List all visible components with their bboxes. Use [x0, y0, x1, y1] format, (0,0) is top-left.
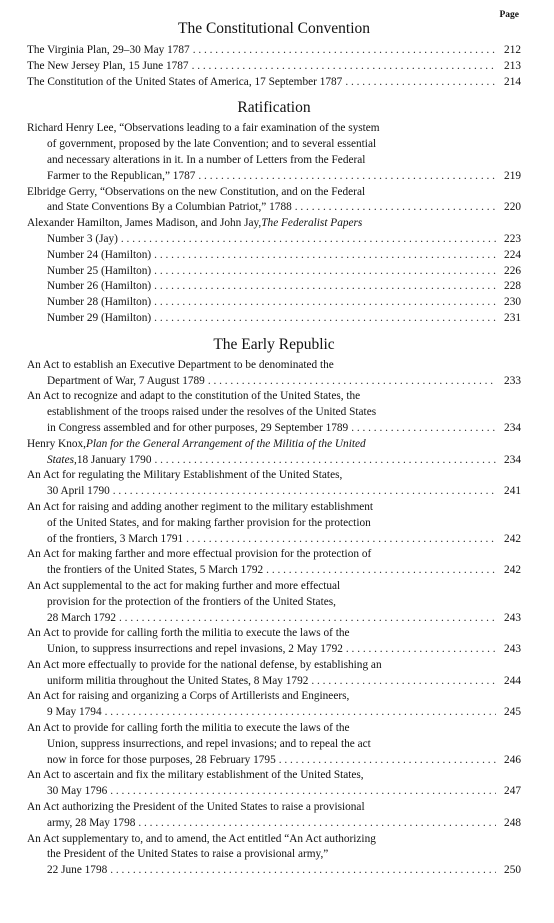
toc-entry-line [27, 768, 521, 784]
page-number: 224 [504, 248, 521, 261]
toc-entry-line [27, 405, 521, 421]
entry-text: 30 April 1790 [47, 485, 110, 498]
entry-text: and necessary alterations in it. In a number of Letters from the Federal [47, 153, 366, 166]
page-number: 233 [504, 374, 521, 387]
toc-entry-line [27, 311, 521, 327]
toc-entry-line [27, 642, 521, 658]
toc-entry-line [27, 737, 521, 753]
entry-text: Number 25 (Hamilton) [47, 264, 152, 277]
dot-leader [193, 43, 496, 59]
entry-title-italic: The Federalist Papers [261, 217, 363, 230]
toc-entry[interactable] [27, 59, 521, 75]
section-title: Ratification [237, 99, 311, 117]
entry-text: Henry Knox, [27, 437, 86, 450]
entry-text: Richard Henry Lee, “Observations leading to a fair examination of the system [27, 122, 380, 135]
toc-entry-line [27, 547, 521, 563]
toc-entry[interactable] [27, 579, 521, 626]
entry-text: An Act supplemental to the act for making further and more effectual [27, 579, 341, 592]
toc-entry[interactable] [27, 658, 521, 690]
toc-entry-line [27, 468, 521, 484]
dot-leader [295, 200, 496, 216]
toc-entry[interactable] [27, 185, 521, 217]
toc-entry-line [27, 689, 521, 705]
entry-text: An Act to ascertain and fix the military establishment of the United States, [27, 769, 364, 782]
toc-entry[interactable] [27, 75, 521, 91]
toc-entry-line [27, 753, 521, 769]
toc-entry-line [27, 705, 521, 721]
entry-text: Number 3 (Jay) [47, 232, 118, 245]
dot-leader [198, 169, 496, 185]
entry-text: An Act for regulating the Military Establishment of the United States, [27, 469, 343, 482]
toc-entry-line [27, 389, 521, 405]
entry-text: in Congress assembled and for other purposes, 29 September 1789 [47, 421, 349, 434]
toc-entry-line [27, 611, 521, 627]
entry-text: the President of the United States to raise a provisional army,” [47, 848, 329, 861]
section-title: The Constitutional Convention [177, 20, 371, 37]
toc-entry-line [27, 863, 521, 879]
entry-text: the frontiers of the United States, 5 March 1792 [47, 564, 264, 577]
entry-text: An Act to establish an Executive Department to be denominated the [27, 358, 334, 371]
page-number: 243 [504, 611, 521, 624]
toc-entry-line [27, 185, 521, 201]
entry-text: uniform militia throughout the United States, 8 May 1792 [47, 674, 309, 687]
entry-text: An Act more effectually to provide for the national defense, by establishing an [27, 658, 382, 671]
toc-entry-line [27, 264, 521, 280]
page-number: 234 [504, 453, 521, 466]
toc-entry-line [27, 626, 521, 642]
toc-entry[interactable] [27, 768, 521, 800]
page-number: 213 [504, 59, 521, 72]
entry-text: provision for the protection of the frontiers of the United States, [47, 595, 336, 608]
entry-text: An Act for raising and organizing a Corps of Artillerists and Engineers, [27, 690, 350, 703]
dot-leader [154, 248, 496, 264]
toc-entry-line [27, 232, 521, 248]
page-number: 243 [504, 643, 521, 656]
toc-entry-line [27, 847, 521, 863]
toc-entry-line [27, 248, 521, 264]
page-number: 246 [504, 753, 521, 766]
toc-entry[interactable] [27, 389, 521, 436]
page-number: 230 [504, 296, 521, 309]
entry-text: An Act to provide for calling forth the militia to execute the laws of the [27, 627, 350, 640]
page-number: 234 [504, 421, 521, 434]
page-number: 226 [504, 264, 521, 277]
page-number: 228 [504, 280, 521, 293]
entry-text: 9 May 1794 [47, 706, 102, 719]
toc-entry-line [27, 579, 521, 595]
entry-text-continued: 18 January 1790 [76, 453, 152, 466]
entry-text: and State Conventions By a Columbian Patriot,” 1788 [47, 201, 292, 214]
page-number: 220 [504, 201, 521, 214]
page-number: 242 [504, 532, 521, 545]
dot-leader [119, 611, 496, 627]
entry-title-italic: States, [47, 453, 77, 466]
toc-entry[interactable] [27, 216, 521, 327]
entry-text: An Act to recognize and adapt to the constitution of the United States, the [27, 390, 361, 403]
dot-leader [346, 642, 496, 658]
toc-entry[interactable] [27, 121, 521, 184]
entry-text: of the frontiers, 3 March 1791 [47, 532, 184, 545]
dot-leader [105, 705, 496, 721]
entry-text: The Virginia Plan, 29–30 May 1787 [27, 44, 190, 56]
entry-text: An Act to provide for calling forth the militia to execute the laws of the [27, 722, 350, 735]
entry-text: An Act for raising and adding another regiment to the military establishment [27, 500, 374, 513]
entry-text: of government, proposed by the late Convention; and to several essential [47, 138, 377, 151]
toc-entry-line [27, 453, 521, 469]
toc-entry-line [27, 75, 521, 91]
toc-entry-line [27, 816, 521, 832]
entry-text: An Act authorizing the President of the United States to raise a provisional [27, 801, 365, 814]
entry-text: army, 28 May 1798 [47, 816, 136, 829]
dot-leader [110, 863, 496, 879]
toc-entry-line [27, 721, 521, 737]
dot-leader [154, 264, 496, 280]
entry-text: 30 May 1796 [47, 785, 108, 798]
toc-entry-line [27, 484, 521, 500]
toc-entry-line [27, 216, 521, 232]
page-number: 245 [504, 706, 521, 719]
toc-entry[interactable] [27, 626, 521, 658]
entry-text: Elbridge Gerry, “Observations on the new Constitution, and on the Federal [27, 185, 366, 198]
toc-entry-line [27, 295, 521, 311]
toc-entry[interactable] [27, 547, 521, 579]
page-number: 247 [504, 785, 521, 798]
entry-title-italic: Plan for the General Arrangement of the Militia of the United [85, 437, 366, 450]
toc-entry-line [27, 832, 521, 848]
entry-text: 28 March 1792 [47, 611, 117, 624]
page-number: 223 [504, 232, 521, 245]
dot-leader [266, 563, 496, 579]
dot-leader [154, 453, 496, 469]
entry-text: Number 28 (Hamilton) [47, 296, 152, 309]
toc-entry-line [27, 563, 521, 579]
entry-text: An Act for making farther and more effectual provision for the protection of [27, 548, 372, 561]
entry-text: An Act supplementary to, and to amend, the Act entitled “An Act authorizing [27, 832, 376, 845]
toc-page [27, 10, 521, 879]
entry-text: establishment of the troops raised under the resolves of the United States [47, 406, 377, 419]
dot-leader [121, 232, 496, 248]
page-number: 242 [504, 564, 521, 577]
toc-entry[interactable] [27, 437, 521, 469]
dot-leader [154, 295, 496, 311]
dot-leader [186, 532, 496, 548]
dot-leader [279, 753, 496, 769]
dot-leader [154, 311, 496, 327]
toc-entry[interactable] [27, 689, 521, 721]
page-number: 212 [504, 44, 521, 56]
toc-entry[interactable] [27, 358, 521, 390]
toc-entry-line [27, 516, 521, 532]
toc-entry-line [27, 658, 521, 674]
toc-entry-line [27, 121, 521, 137]
toc-entry-line [27, 43, 521, 59]
dot-leader [311, 674, 496, 690]
table-of-contents [27, 19, 521, 879]
toc-entry-line [27, 532, 521, 548]
toc-entry-line [27, 200, 521, 216]
toc-entry-line [27, 437, 521, 453]
entry-text: The Constitution of the United States of America, 17 September 1787 [27, 75, 343, 88]
page-number: 231 [504, 311, 521, 324]
toc-entry-line [27, 59, 521, 75]
dot-leader [113, 484, 496, 500]
entry-text: 22 June 1798 [47, 864, 108, 877]
page-number: 250 [504, 864, 521, 877]
entry-text: Union, to suppress insurrections and repel invasions, 2 May 1792 [47, 643, 343, 656]
page-number: 241 [504, 485, 521, 498]
page-number: 244 [504, 674, 521, 687]
dot-leader [154, 279, 496, 295]
toc-entry[interactable] [27, 800, 521, 832]
entry-text: now in force for those purposes, 28 February 1795 [47, 753, 276, 766]
toc-entry[interactable] [27, 500, 521, 547]
toc-entry-line [27, 153, 521, 169]
toc-entry-line [27, 374, 521, 390]
entry-text: Alexander Hamilton, James Madison, and John Jay, [27, 217, 262, 230]
toc-entry-line [27, 784, 521, 800]
dot-leader [110, 784, 496, 800]
toc-entry-line [27, 169, 521, 185]
toc-entry[interactable] [27, 468, 521, 500]
toc-entry-line [27, 137, 521, 153]
entry-text: Number 24 (Hamilton) [47, 248, 152, 261]
dot-leader [351, 421, 496, 437]
page-number: 248 [504, 816, 521, 829]
toc-entry[interactable] [27, 832, 521, 879]
toc-entry-line [27, 500, 521, 516]
dot-leader [345, 75, 496, 91]
toc-entry[interactable] [27, 721, 521, 768]
toc-entry-line [27, 279, 521, 295]
toc-entry-line [27, 595, 521, 611]
toc-entry-line [27, 358, 521, 374]
dot-leader [138, 816, 496, 832]
toc-entry-line [27, 800, 521, 816]
toc-entry-line [27, 674, 521, 690]
entry-text: Union, suppress insurrections, and repel invasions; and to repeal the act [47, 737, 371, 750]
toc-entry-line [27, 421, 521, 437]
entry-text: The New Jersey Plan, 15 June 1787 [27, 59, 189, 72]
dot-leader [208, 374, 496, 390]
toc-entry[interactable] [27, 43, 521, 59]
dot-leader [192, 59, 496, 75]
entry-text: Number 26 (Hamilton) [47, 280, 152, 293]
entry-text: of the United States, and for making farther provision for the protection [47, 516, 371, 529]
page-column-label: Page [499, 10, 519, 20]
entry-text: Farmer to the Republican,” 1787 [47, 169, 196, 182]
entry-text: Number 29 (Hamilton) [47, 311, 152, 324]
section-title: The Early Republic [213, 335, 335, 353]
entry-text: Department of War, 7 August 1789 [47, 374, 205, 387]
page-number: 214 [504, 75, 521, 88]
page-number: 219 [504, 169, 521, 182]
